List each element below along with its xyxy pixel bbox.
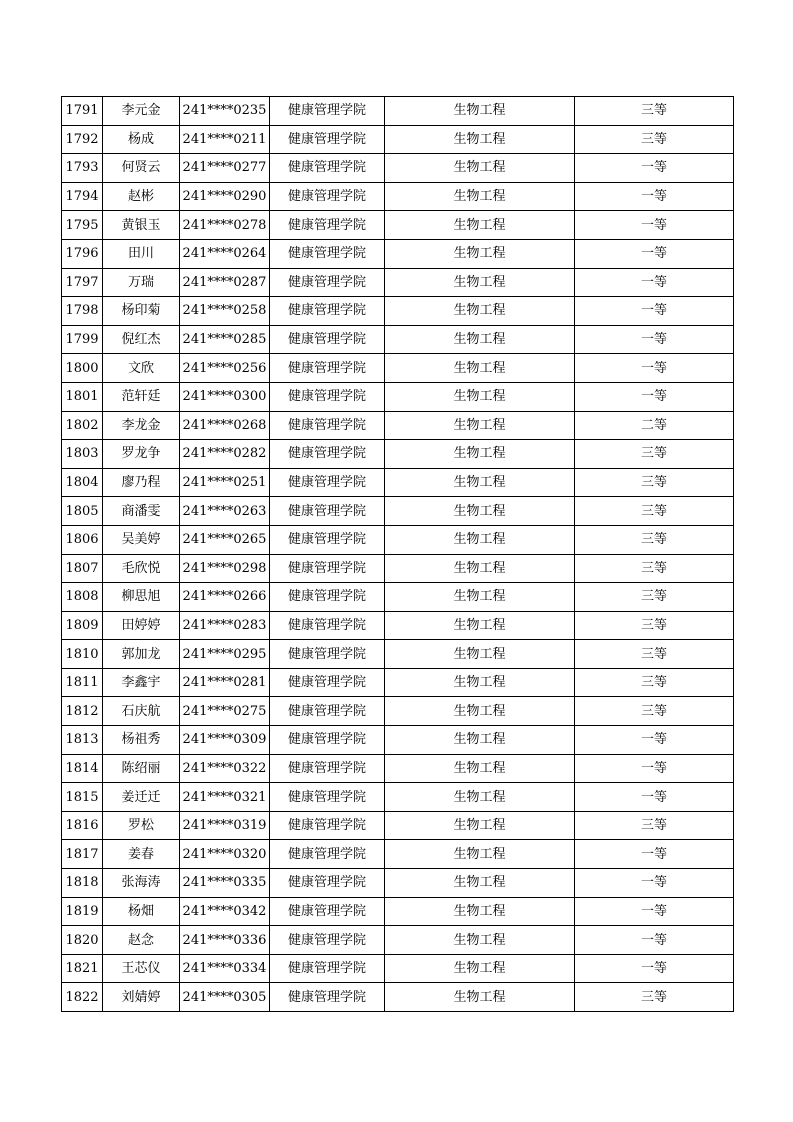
row-number-cell: 1815 bbox=[62, 783, 103, 812]
college-cell: 健康管理学院 bbox=[270, 811, 385, 840]
student-name-cell: 毛欣悦 bbox=[103, 554, 180, 583]
major-cell: 生物工程 bbox=[385, 954, 575, 983]
student-name-cell: 商潘雯 bbox=[103, 497, 180, 526]
student-name-cell: 陈绍丽 bbox=[103, 754, 180, 783]
student-id-cell: 241****0251 bbox=[180, 468, 270, 497]
college-cell: 健康管理学院 bbox=[270, 869, 385, 898]
row-number-cell: 1819 bbox=[62, 897, 103, 926]
award-grade-cell: 三等 bbox=[575, 97, 734, 126]
college-cell: 健康管理学院 bbox=[270, 97, 385, 126]
award-grade-cell: 三等 bbox=[575, 554, 734, 583]
row-number-cell: 1800 bbox=[62, 354, 103, 383]
major-cell: 生物工程 bbox=[385, 182, 575, 211]
student-name-cell: 李元金 bbox=[103, 97, 180, 126]
student-name-cell: 姜迁迁 bbox=[103, 783, 180, 812]
award-grade-cell: 一等 bbox=[575, 382, 734, 411]
row-number-cell: 1807 bbox=[62, 554, 103, 583]
award-grade-cell: 一等 bbox=[575, 297, 734, 326]
student-id-cell: 241****0320 bbox=[180, 840, 270, 869]
table-row bbox=[62, 182, 734, 211]
college-cell: 健康管理学院 bbox=[270, 497, 385, 526]
college-cell: 健康管理学院 bbox=[270, 926, 385, 955]
college-cell: 健康管理学院 bbox=[270, 754, 385, 783]
student-id-cell: 241****0278 bbox=[180, 211, 270, 240]
college-cell: 健康管理学院 bbox=[270, 525, 385, 554]
college-cell: 健康管理学院 bbox=[270, 211, 385, 240]
row-number-cell: 1820 bbox=[62, 926, 103, 955]
student-id-cell: 241****0265 bbox=[180, 525, 270, 554]
student-id-cell: 241****0319 bbox=[180, 811, 270, 840]
major-cell: 生物工程 bbox=[385, 211, 575, 240]
major-cell: 生物工程 bbox=[385, 897, 575, 926]
row-number-cell: 1794 bbox=[62, 182, 103, 211]
major-cell: 生物工程 bbox=[385, 926, 575, 955]
award-grade-cell: 一等 bbox=[575, 754, 734, 783]
award-grade-cell: 三等 bbox=[575, 983, 734, 1012]
student-name-cell: 杨成 bbox=[103, 125, 180, 154]
table-row bbox=[62, 154, 734, 183]
college-cell: 健康管理学院 bbox=[270, 783, 385, 812]
student-name-cell: 吴美婷 bbox=[103, 525, 180, 554]
row-number-cell: 1810 bbox=[62, 640, 103, 669]
student-id-cell: 241****0268 bbox=[180, 411, 270, 440]
table-row bbox=[62, 869, 734, 898]
table-row bbox=[62, 811, 734, 840]
table-row bbox=[62, 983, 734, 1012]
table-row bbox=[62, 926, 734, 955]
row-number-cell: 1797 bbox=[62, 268, 103, 297]
college-cell: 健康管理学院 bbox=[270, 583, 385, 612]
row-number-cell: 1813 bbox=[62, 726, 103, 755]
row-number-cell: 1792 bbox=[62, 125, 103, 154]
award-grade-cell: 三等 bbox=[575, 583, 734, 612]
college-cell: 健康管理学院 bbox=[270, 640, 385, 669]
award-grade-cell: 一等 bbox=[575, 840, 734, 869]
major-cell: 生物工程 bbox=[385, 382, 575, 411]
student-id-cell: 241****0277 bbox=[180, 154, 270, 183]
student-id-cell: 241****0266 bbox=[180, 583, 270, 612]
college-cell: 健康管理学院 bbox=[270, 125, 385, 154]
major-cell: 生物工程 bbox=[385, 440, 575, 469]
award-grade-cell: 一等 bbox=[575, 926, 734, 955]
award-grade-cell: 三等 bbox=[575, 440, 734, 469]
award-grade-cell: 三等 bbox=[575, 811, 734, 840]
row-number-cell: 1811 bbox=[62, 668, 103, 697]
college-cell: 健康管理学院 bbox=[270, 726, 385, 755]
student-id-cell: 241****0258 bbox=[180, 297, 270, 326]
student-name-cell: 杨印菊 bbox=[103, 297, 180, 326]
major-cell: 生物工程 bbox=[385, 726, 575, 755]
student-id-cell: 241****0295 bbox=[180, 640, 270, 669]
college-cell: 健康管理学院 bbox=[270, 897, 385, 926]
student-id-cell: 241****0334 bbox=[180, 954, 270, 983]
college-cell: 健康管理学院 bbox=[270, 440, 385, 469]
table-row bbox=[62, 440, 734, 469]
award-grade-cell: 一等 bbox=[575, 268, 734, 297]
major-cell: 生物工程 bbox=[385, 411, 575, 440]
student-id-cell: 241****0342 bbox=[180, 897, 270, 926]
student-name-cell: 李鑫宇 bbox=[103, 668, 180, 697]
table-row bbox=[62, 382, 734, 411]
student-name-cell: 文欣 bbox=[103, 354, 180, 383]
row-number-cell: 1808 bbox=[62, 583, 103, 612]
award-grade-cell: 一等 bbox=[575, 783, 734, 812]
college-cell: 健康管理学院 bbox=[270, 554, 385, 583]
student-id-cell: 241****0281 bbox=[180, 668, 270, 697]
row-number-cell: 1799 bbox=[62, 325, 103, 354]
college-cell: 健康管理学院 bbox=[270, 268, 385, 297]
student-name-cell: 田川 bbox=[103, 239, 180, 268]
student-name-cell: 万瑞 bbox=[103, 268, 180, 297]
major-cell: 生物工程 bbox=[385, 754, 575, 783]
row-number-cell: 1795 bbox=[62, 211, 103, 240]
college-cell: 健康管理学院 bbox=[270, 411, 385, 440]
major-cell: 生物工程 bbox=[385, 125, 575, 154]
award-grade-cell: 一等 bbox=[575, 211, 734, 240]
major-cell: 生物工程 bbox=[385, 697, 575, 726]
award-grade-cell: 一等 bbox=[575, 726, 734, 755]
award-grade-cell: 一等 bbox=[575, 354, 734, 383]
major-cell: 生物工程 bbox=[385, 811, 575, 840]
student-name-cell: 黄银玉 bbox=[103, 211, 180, 240]
student-name-cell: 石庆航 bbox=[103, 697, 180, 726]
award-grade-cell: 一等 bbox=[575, 182, 734, 211]
table-row bbox=[62, 325, 734, 354]
college-cell: 健康管理学院 bbox=[270, 983, 385, 1012]
student-name-cell: 杨畑 bbox=[103, 897, 180, 926]
student-id-cell: 241****0285 bbox=[180, 325, 270, 354]
major-cell: 生物工程 bbox=[385, 583, 575, 612]
row-number-cell: 1798 bbox=[62, 297, 103, 326]
row-number-cell: 1796 bbox=[62, 239, 103, 268]
student-name-cell: 郭加龙 bbox=[103, 640, 180, 669]
student-id-cell: 241****0321 bbox=[180, 783, 270, 812]
table-row bbox=[62, 268, 734, 297]
row-number-cell: 1821 bbox=[62, 954, 103, 983]
student-name-cell: 王芯仪 bbox=[103, 954, 180, 983]
table-row bbox=[62, 211, 734, 240]
student-name-cell: 柳思旭 bbox=[103, 583, 180, 612]
student-name-cell: 杨祖秀 bbox=[103, 726, 180, 755]
table-row bbox=[62, 697, 734, 726]
award-grade-cell: 三等 bbox=[575, 525, 734, 554]
table-row bbox=[62, 840, 734, 869]
student-name-cell: 张海涛 bbox=[103, 869, 180, 898]
table-row bbox=[62, 239, 734, 268]
row-number-cell: 1818 bbox=[62, 869, 103, 898]
major-cell: 生物工程 bbox=[385, 468, 575, 497]
major-cell: 生物工程 bbox=[385, 869, 575, 898]
student-id-cell: 241****0275 bbox=[180, 697, 270, 726]
student-id-cell: 241****0282 bbox=[180, 440, 270, 469]
row-number-cell: 1817 bbox=[62, 840, 103, 869]
major-cell: 生物工程 bbox=[385, 554, 575, 583]
award-table bbox=[61, 96, 734, 1012]
award-grade-cell: 一等 bbox=[575, 239, 734, 268]
major-cell: 生物工程 bbox=[385, 983, 575, 1012]
table-row bbox=[62, 125, 734, 154]
row-number-cell: 1801 bbox=[62, 382, 103, 411]
major-cell: 生物工程 bbox=[385, 611, 575, 640]
row-number-cell: 1812 bbox=[62, 697, 103, 726]
table-row bbox=[62, 783, 734, 812]
college-cell: 健康管理学院 bbox=[270, 182, 385, 211]
student-name-cell: 李龙金 bbox=[103, 411, 180, 440]
student-id-cell: 241****0335 bbox=[180, 869, 270, 898]
row-number-cell: 1803 bbox=[62, 440, 103, 469]
college-cell: 健康管理学院 bbox=[270, 954, 385, 983]
row-number-cell: 1806 bbox=[62, 525, 103, 554]
table-row bbox=[62, 525, 734, 554]
major-cell: 生物工程 bbox=[385, 783, 575, 812]
college-cell: 健康管理学院 bbox=[270, 697, 385, 726]
row-number-cell: 1804 bbox=[62, 468, 103, 497]
major-cell: 生物工程 bbox=[385, 97, 575, 126]
college-cell: 健康管理学院 bbox=[270, 611, 385, 640]
major-cell: 生物工程 bbox=[385, 497, 575, 526]
major-cell: 生物工程 bbox=[385, 840, 575, 869]
table-row bbox=[62, 754, 734, 783]
row-number-cell: 1816 bbox=[62, 811, 103, 840]
row-number-cell: 1805 bbox=[62, 497, 103, 526]
major-cell: 生物工程 bbox=[385, 239, 575, 268]
major-cell: 生物工程 bbox=[385, 154, 575, 183]
student-id-cell: 241****0283 bbox=[180, 611, 270, 640]
student-name-cell: 田婷婷 bbox=[103, 611, 180, 640]
award-grade-cell: 三等 bbox=[575, 468, 734, 497]
student-id-cell: 241****0264 bbox=[180, 239, 270, 268]
college-cell: 健康管理学院 bbox=[270, 325, 385, 354]
college-cell: 健康管理学院 bbox=[270, 382, 385, 411]
student-id-cell: 241****0287 bbox=[180, 268, 270, 297]
college-cell: 健康管理学院 bbox=[270, 297, 385, 326]
student-id-cell: 241****0322 bbox=[180, 754, 270, 783]
student-name-cell: 范轩廷 bbox=[103, 382, 180, 411]
row-number-cell: 1809 bbox=[62, 611, 103, 640]
table-row bbox=[62, 611, 734, 640]
award-grade-cell: 一等 bbox=[575, 154, 734, 183]
student-name-cell: 廖乃程 bbox=[103, 468, 180, 497]
student-id-cell: 241****0309 bbox=[180, 726, 270, 755]
award-grade-cell: 三等 bbox=[575, 611, 734, 640]
college-cell: 健康管理学院 bbox=[270, 668, 385, 697]
table-row bbox=[62, 97, 734, 126]
student-id-cell: 241****0305 bbox=[180, 983, 270, 1012]
table-row bbox=[62, 897, 734, 926]
student-name-cell: 赵彬 bbox=[103, 182, 180, 211]
student-name-cell: 赵念 bbox=[103, 926, 180, 955]
table-row bbox=[62, 726, 734, 755]
table-row bbox=[62, 554, 734, 583]
student-id-cell: 241****0263 bbox=[180, 497, 270, 526]
student-id-cell: 241****0211 bbox=[180, 125, 270, 154]
college-cell: 健康管理学院 bbox=[270, 239, 385, 268]
row-number-cell: 1814 bbox=[62, 754, 103, 783]
award-grade-cell: 三等 bbox=[575, 668, 734, 697]
award-grade-cell: 一等 bbox=[575, 897, 734, 926]
student-name-cell: 刘婧婷 bbox=[103, 983, 180, 1012]
major-cell: 生物工程 bbox=[385, 268, 575, 297]
student-name-cell: 姜春 bbox=[103, 840, 180, 869]
table-row bbox=[62, 640, 734, 669]
student-name-cell: 罗松 bbox=[103, 811, 180, 840]
student-id-cell: 241****0298 bbox=[180, 554, 270, 583]
award-grade-cell: 三等 bbox=[575, 697, 734, 726]
row-number-cell: 1822 bbox=[62, 983, 103, 1012]
student-name-cell: 何贤云 bbox=[103, 154, 180, 183]
award-grade-cell: 一等 bbox=[575, 869, 734, 898]
award-grade-cell: 一等 bbox=[575, 954, 734, 983]
table-row bbox=[62, 954, 734, 983]
row-number-cell: 1793 bbox=[62, 154, 103, 183]
row-number-cell: 1791 bbox=[62, 97, 103, 126]
award-grade-cell: 三等 bbox=[575, 640, 734, 669]
student-id-cell: 241****0290 bbox=[180, 182, 270, 211]
table-row bbox=[62, 468, 734, 497]
student-id-cell: 241****0256 bbox=[180, 354, 270, 383]
student-id-cell: 241****0336 bbox=[180, 926, 270, 955]
major-cell: 生物工程 bbox=[385, 297, 575, 326]
student-id-cell: 241****0235 bbox=[180, 97, 270, 126]
award-grade-cell: 三等 bbox=[575, 125, 734, 154]
college-cell: 健康管理学院 bbox=[270, 154, 385, 183]
major-cell: 生物工程 bbox=[385, 668, 575, 697]
award-grade-cell: 一等 bbox=[575, 325, 734, 354]
major-cell: 生物工程 bbox=[385, 354, 575, 383]
table-row bbox=[62, 411, 734, 440]
table-row bbox=[62, 354, 734, 383]
table-row bbox=[62, 497, 734, 526]
major-cell: 生物工程 bbox=[385, 525, 575, 554]
college-cell: 健康管理学院 bbox=[270, 354, 385, 383]
student-id-cell: 241****0300 bbox=[180, 382, 270, 411]
major-cell: 生物工程 bbox=[385, 640, 575, 669]
college-cell: 健康管理学院 bbox=[270, 840, 385, 869]
college-cell: 健康管理学院 bbox=[270, 468, 385, 497]
award-grade-cell: 三等 bbox=[575, 497, 734, 526]
award-grade-cell: 二等 bbox=[575, 411, 734, 440]
major-cell: 生物工程 bbox=[385, 325, 575, 354]
table-row bbox=[62, 297, 734, 326]
student-name-cell: 倪红杰 bbox=[103, 325, 180, 354]
table-row bbox=[62, 583, 734, 612]
row-number-cell: 1802 bbox=[62, 411, 103, 440]
student-name-cell: 罗龙争 bbox=[103, 440, 180, 469]
award-table-body bbox=[62, 97, 734, 1012]
table-row bbox=[62, 668, 734, 697]
